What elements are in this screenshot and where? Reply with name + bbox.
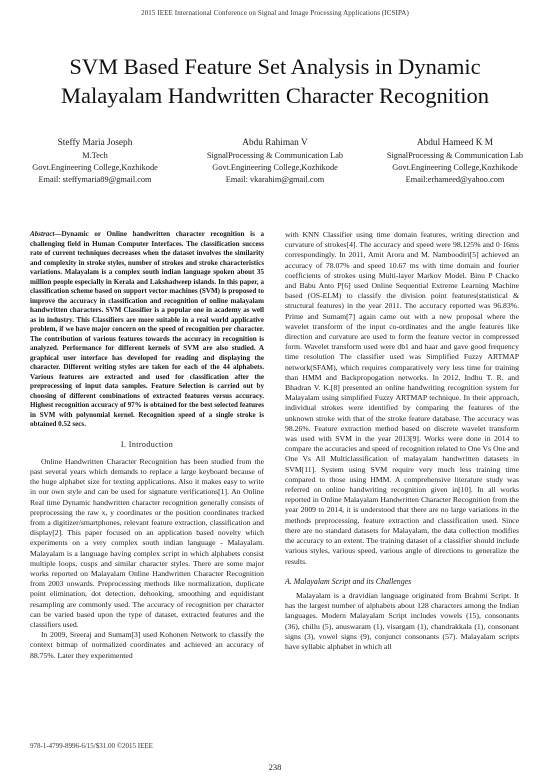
author-email: Email: steffymaria89@gmail.com: [38, 174, 152, 184]
abstract-label: Abstract: [30, 230, 55, 238]
author-email: Email:erhameed@yahoo.com: [405, 174, 505, 184]
abstract: [30, 230, 264, 430]
author-name: Steffy Maria Joseph: [57, 138, 133, 148]
author-email: Email: vkarahim@gmail.com: [225, 174, 325, 184]
author-role: SignalProcessing & Communication Lab: [206, 151, 344, 160]
intro-paragraph: In 2009, Sreeraj and Sumam[3] used Kohonen Network to classify the context bitmap of normalized coordinates and achieved an accuracy of 88.75%. Later they experimented: [30, 630, 264, 660]
conference-header: 2015 IEEE International Conference on Signal and Image Processing Applications (ICSIPA): [141, 9, 409, 17]
author-block: [10, 137, 540, 187]
author-affiliation: Govt.Engineering College,Kozhikode: [32, 162, 158, 172]
paper-title: SVM Based Feature Set Analysis in Dynamic Malayalam Handwritten Character Recognition: [61, 54, 489, 108]
section-heading-introduction: I. Introduction: [120, 439, 174, 449]
author-2: [175, 137, 375, 185]
abstract-text: —Dynamic or Online handwritten character recognition is a challenging field in Human Computer Interfaces. The classification success rate of current techniques decreases when the dataset involves the similarity and complexity in stroke styles, number of strokes and stroke characteristics variations. Malayalam is a complex south indian language spoken about 35 million people especially in Kerala and Lakshadweep islands. In this paper, a classification scheme based on support vector machines (SVM) is proposed to improve the accuracy in classification and recognition of online malayalam handwritten characters. SVM Classifier is a popular one in academy as well as in industry. This Classifiers are more suitable in a real world applicative problem, if we have major concern on the speed of recognition per character. The contribution of various features towards the accuracy in recognition is analyzed. Performance for different kernels of SVM are also studied. A graphical user interface has developed for reading and displaying the character. Different writing styles are taken for each of the 44 alphabets. Various features are extracted and used for classification after the preprocessing of input data samples. Feature Selection is carried out by choosing of different combinations of extracted features versus accuracy. Highest recognition accuracy of 97% is obtained for the best selected features in SVM with polynomial kernel. Recognition speed of a single stroke is obtained 0.52 secs.: [30, 230, 264, 428]
author-role: SignalProcessing & Communication Lab: [386, 151, 524, 160]
author-name: Abdu Rahiman V: [242, 138, 308, 148]
author-affiliation: Govt.Engineering College,Kozhikode: [212, 162, 338, 172]
author-name: Abdul Hameed K M: [416, 138, 494, 148]
body-paragraph: Malayalam is a dravidian language originated from Brahmi Script. It has the largest number of alphabets about 128 characters among the Indian languages. Modern Malayalam Script includes vowels (15), consonants (36), chillu (5), anuswaram (1), visargam (1), chandrakkala (1), consonant signs (3), vowel signs (9), conjunct consonants (57). Malayalam scripts have syllabic alphabet in which all: [285, 590, 519, 651]
author-1: [10, 137, 180, 185]
copyright-line: 978-1-4799-8996-6/15/$31.00 ©2015 IEEE: [30, 742, 153, 750]
author-affiliation: Govt.Engineering College,Kozhikode: [392, 162, 518, 172]
right-column: [285, 230, 519, 652]
intro-paragraph: Online Handwritten Character Recognition has been studied from the past several years which demands to replace a large keyboard because of the huge alphabet size for texting applications. Also it makes easy to write in our own style and can be used for signature verifications[1]. An Online Real time Dynamic handwritten character recognition generally consists of preprocessing the raw x, y coordinates or the position coordinates tracked from a digitizer/smartphones, relevant feature extraction, classification and display[2]. This paper focused on an application based novelty which experiments on a very complex south indian language - Malayalam. Malayalam is a language having complex script in which alphabets consist multiple loops, cusps and similar character styles. There are some major works reported on Malayalam Online Handwritten Character Recognition from 2003 onwards. Preprocessing methods like normalization, duplicate point elimination, dot detection, dehooking, smoothing and equidistant resampling are commonly used. The accuracy of recognition per character can be varied based upon the type of dataset, extracted features and the classifiers used.: [30, 456, 264, 629]
body-paragraph: with KNN Classifier using time domain features, writing direction and curvature of strokes[4]. The accuracy and speed were 98.125% and 0·16ms correspondingly. In 2011, Amit Arora and M. Namboodiri[5] achieved an accuracy of 78.07% and speed 10.67 ms with time domain and fourier coefficients of strokes using Multi-layer Markov Model. Binu P Chacko and Babu Anto P[6] used Online Sequential Extreme Learning Machine based (OS-ELM) to classify the division point features(statistical & structural features) in the year 2011. The accuracy reported was 96.83%. Prime and Sumam[7] again came out with a new proposal where the wavelet transform of the input co-ordinates and the angle features like direction and curvature are used to form the feature vector in compressed form. Wavelet transform used were db1 and haar and gave good frequency time resolution The classifier used was Simplified Fuzzy ARTMAP network(SFAM), which requires comparatively very less time for training than HMM and Backpropogation networks. In 2012, Indhu T. R. and Bhadran V. K.[8] presented an online handwriting recognition system for Malayalam using simplified Fuzzy ARTMAP technique. In their approach, individual strokes were identified by comparing the features of the unknown stroke with that of the stroke feature database. The accuracy was 98.26%. Feature extraction method based on discrete wavelet transform was used with SVM in the year 2013[9]. Works were done in 2014 to compare the accuracies and speed of recognition related to One Vs One and One Vs All Multiclassification of malayalam handwritten datasets in SVM[11]. System using SVM require very much less training time compared to those using HMM. A comprehensive literature study was referred on online handwriting recognition given in[10]. In all works reported in Online Malayalam Handwritten Character Recognition from the year 2009 to 2014, it is understood that there are no large variations in the methods preprocessing, feature extraction and classification used. Since there are no standard datasets for Malayalam, the data collection modifies the accuracy to an extent. The training dataset of a classifier should include various styles, various speed, various angle of directions to generalize the results.: [285, 230, 519, 566]
author-3: [370, 137, 540, 185]
page-number: 238: [268, 762, 282, 772]
author-role: M.Tech: [82, 151, 108, 160]
left-column: [30, 230, 264, 661]
subsection-heading: A. Malayalam Script and its Challenges: [285, 576, 412, 586]
